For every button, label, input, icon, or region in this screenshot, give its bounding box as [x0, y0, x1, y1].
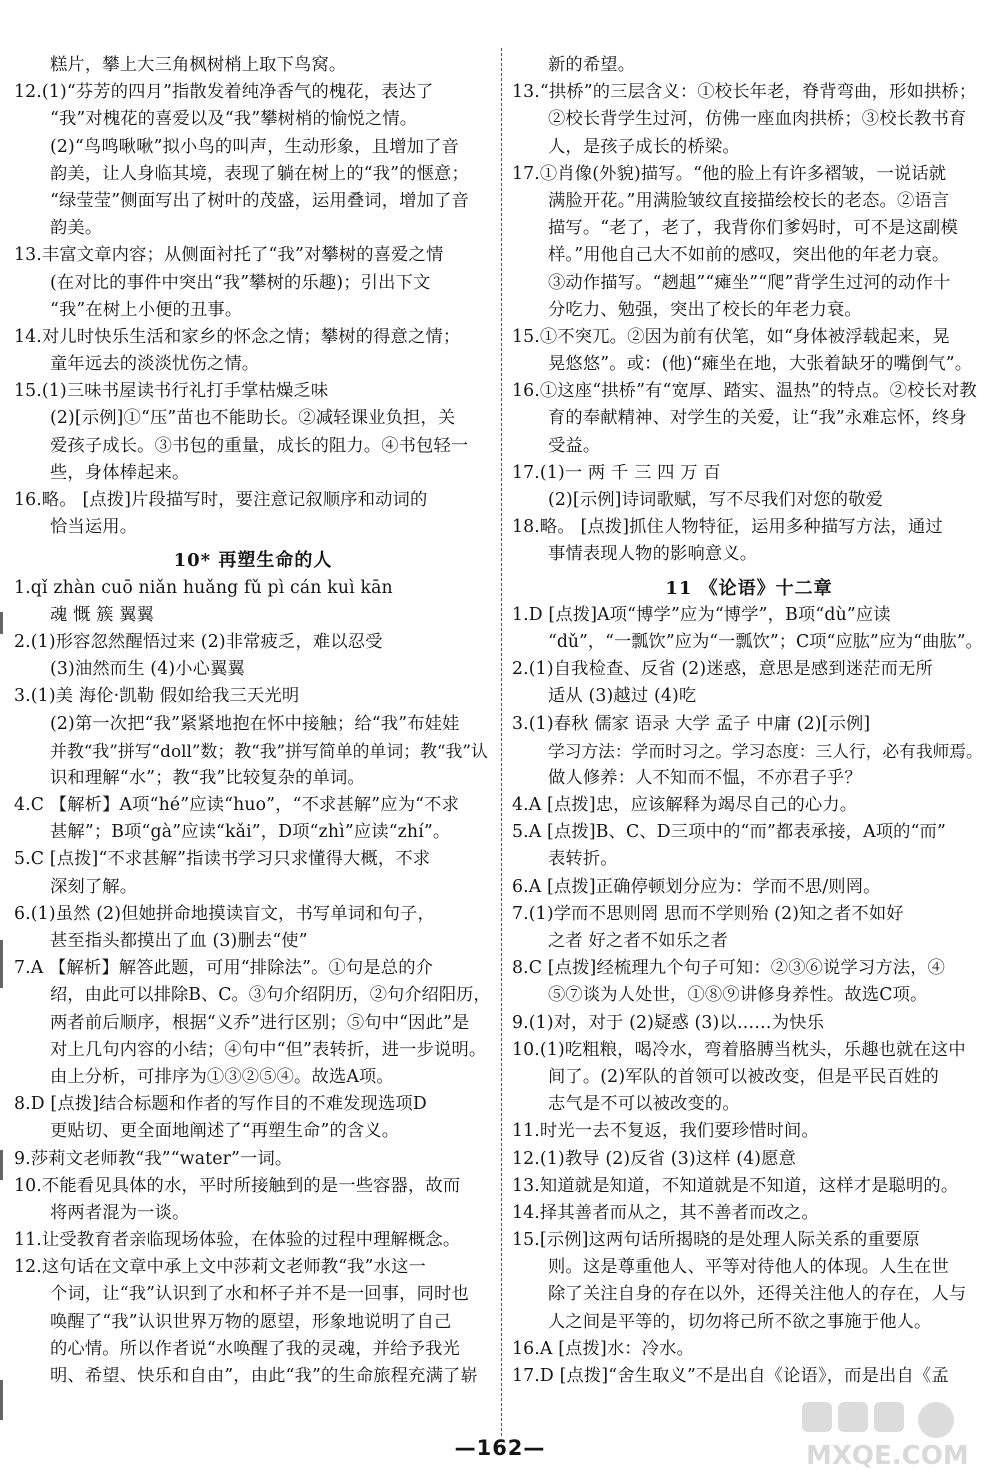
- answer-line: (2)[示例]诗词歌赋，写不尽我们对您的敬爱: [548, 490, 884, 510]
- answer-line: 糕片，攀上大三角枫树梢上取下鸟窝。: [50, 55, 347, 75]
- answer-line: 事情表现人物的影响意义。: [548, 544, 758, 565]
- answer-line: 除了关注自身的存在以外，还得关注他人的存在，人与: [548, 1284, 967, 1305]
- answer-line: 2.(1)形容忽然醒悟过来 (2)非常疲乏，难以忍受: [14, 631, 383, 652]
- answer-line: 样。”用他自己大不如前的感叹，突出他的年老力衰。: [548, 245, 950, 266]
- answer-line: 11.让受教育者亲临现场体验，在体验的过程中理解概念。: [14, 1230, 461, 1251]
- answer-line: 人，是孩子成长的桥梁。: [548, 136, 740, 157]
- answer-line: 12.(1)教导 (2)反省 (3)这样 (4)愿意: [512, 1148, 797, 1169]
- answer-line: 15.(1)三味书屋读书行礼打手掌枯燥乏味: [14, 381, 329, 402]
- binding-mark: [0, 612, 3, 634]
- answer-line: 10.(1)吃粗粮，喝冷水，弯着胳膊当枕头，乐趣也就在这中: [512, 1039, 966, 1060]
- answer-line: 两者前后顺序，根据“义乔”进行区别；⑤句中“因此”是: [50, 1012, 470, 1033]
- answer-line: 更贴切、更全面地阐述了“再塑生命”的含义。: [50, 1121, 400, 1142]
- answer-line: 9.莎莉文老师教“我”“water”一词。: [14, 1148, 293, 1169]
- answer-line: 深刻了解。: [50, 876, 138, 897]
- answer-line: “dǔ”，“一瓢饮”应为“一瓢饮”；C项“应肱”应为“曲肱”。: [548, 631, 983, 652]
- answer-line: 魂 慨 簇 翼翼: [50, 604, 155, 625]
- answer-line: 6.(1)虽然 (2)但她拼命地摸读盲文，书写单词和句子，: [14, 903, 435, 924]
- answer-line: 晃悠悠”。或：(他)“瘫坐在地，大张着缺牙的嘴倒气”。: [548, 354, 973, 375]
- answer-line: 17.①肖像(外貌)描写。“他的脸上有许多褶皱，一说话就: [512, 163, 947, 184]
- answer-line: (2)[示例]①“压”苗也不能助长。②减轻课业负担，关: [50, 408, 456, 429]
- svg-text:MXQE.COM: MXQE.COM: [806, 1441, 969, 1471]
- answer-line: 12.(1)“芬芳的四月”指散发着纯净香气的槐花，表达了: [14, 82, 434, 103]
- answer-line: 16.①这座“拱桥”有“宽厚、踏实、温热”的特点。②校长对教: [512, 381, 977, 402]
- answer-line: 受益。: [548, 435, 601, 456]
- answer-line: 间了。(2)军队的首领可以被改变，但是平民百姓的: [548, 1066, 939, 1087]
- answer-line: 识和理解“水”；教“我”比较复杂的单词。: [50, 767, 365, 788]
- answer-line: 做人修养：人不知而不愠，不亦君子乎？: [548, 767, 862, 788]
- answer-line: 15.①不突兀。②因为前有伏笔，如“身体被浮载起来，晃: [512, 326, 950, 347]
- answer-line: 之者 好之者不如乐之者: [548, 931, 728, 951]
- answer-line: 11.时光一去不复返，我们要珍惜时间。: [512, 1121, 819, 1142]
- answer-line: (2)“鸟鸣啾啾”拟小鸟的叫声，生动形象，且增加了音: [50, 136, 459, 157]
- answer-line: “我”对槐花的喜爱以及“我”攀树梢的愉悦之情。: [50, 109, 418, 130]
- answer-line: 表转折。: [548, 849, 618, 870]
- answer-line: 个词，让“我”认识到了水和杯子并不是一回事，同时也: [50, 1284, 469, 1305]
- answer-line: 适从 (3)越过 (4)吃: [548, 686, 697, 707]
- answer-line: 些，身体棒起来。: [50, 462, 190, 483]
- answer-line: 爱孩子成长。③书包的重量，成长的阻力。④书包轻一: [50, 435, 469, 456]
- answer-line: 17.D [点拨]“舍生取义”不是出自《论语》，而是出自《孟: [512, 1366, 949, 1386]
- answer-line: 12.这句话在文章中承上文中莎莉文老师教“我”水这一: [14, 1257, 426, 1278]
- answer-line: 对上几句内容的小结；④句中“但”表转折，进一步说明。: [50, 1039, 487, 1060]
- section-heading: 10* 再塑生命的人: [173, 550, 333, 572]
- answer-line: 16.A [点拨]水：冷水。: [512, 1338, 695, 1359]
- answer-line: 14.择其善者而从之，其不善者而改之。: [512, 1202, 819, 1223]
- answer-line: 13.丰富文章内容；从侧面衬托了“我”对攀树的喜爱之情: [14, 245, 444, 266]
- answer-line: 7.A 【解析】解答此题，可用“排除法”。①句是总的介: [14, 958, 434, 979]
- answer-line: (2)第一次把“我”紧紧地抱在怀中接触；给“我”布娃娃: [50, 713, 460, 734]
- answer-line: 3.(1)美 海伦·凯勒 假如给我三天光明: [14, 686, 300, 707]
- answer-line: 10.不能看见具体的水，平时所接触到的是一些容器，故而: [14, 1175, 461, 1196]
- answer-line: 韵美。: [50, 218, 103, 239]
- right-column: [512, 52, 986, 1390]
- answer-line: 甚至指头都摸出了血 (3)删去“使”: [50, 931, 308, 951]
- answer-line: “绿莹莹”侧面写出了树叶的茂盛，运用叠词，增加了音: [50, 190, 469, 211]
- answer-line: 18.略。 [点拨]抓住人物特征，运用多种描写方法，通过: [512, 517, 943, 538]
- answer-line: 志气是不可以被改变的。: [548, 1094, 740, 1115]
- answer-line: 8.D [点拨]结合标题和作者的写作目的不难发现选项D: [14, 1094, 427, 1115]
- answer-line: 学习方法：学而时习之。学习态度：三人行，必有我师焉。: [548, 740, 983, 761]
- answer-line: 韵美，让人身临其境，表现了躺在树上的“我”的惬意；: [50, 163, 469, 184]
- answer-line: 由上分析，可排序为①③②⑤④。故选A项。: [50, 1066, 394, 1087]
- answer-line: 描写。“老了，老了，我背你们爹妈时，可不是这副模: [548, 218, 958, 239]
- left-column: [14, 52, 492, 1390]
- answer-line: 甚解”；B项“gà”应读“kǎi”，D项“zhì”应读“zhí”。: [50, 822, 451, 843]
- binding-mark: [0, 1150, 3, 1180]
- answer-line: 恰当运用。: [50, 517, 138, 538]
- answer-line: ⑤⑦谈为人处世，①⑧⑨讲修身养性。故选C项。: [548, 985, 928, 1006]
- answer-line: 5.A [点拨]B、C、D三项中的“而”都表承接，A项的“而”: [512, 822, 946, 843]
- answer-line: 2.(1)自我检查、反省 (2)迷惑，意思是感到迷茫而无所: [512, 659, 933, 680]
- answer-line: 15.[示例]这两句话所揭晓的是处理人际关系的重要原: [512, 1230, 920, 1251]
- answer-line: 的心情。所以作者说“水唤醒了我的灵魂，并给予我光: [50, 1338, 460, 1359]
- answer-line: 新的希望。: [548, 55, 636, 75]
- answer-line: “我”在树上小便的丑事。: [50, 299, 243, 320]
- answer-line: 分吃力、勉强，突出了校长的年老力衰。: [548, 299, 862, 320]
- answer-line: 16.略。 [点拨]片段描写时，要注意记叙顺序和动词的: [14, 490, 428, 510]
- answer-line: 4.A [点拨]忠，应该解释为竭尽自己的心力。: [512, 795, 858, 816]
- answer-line: 满脸开花。”用满脸皱纹直接描绘校长的老态。②语言: [548, 190, 950, 211]
- answer-line: (在对比的事件中突出“我”攀树的乐趣)；引出下文: [50, 272, 431, 293]
- answer-line: 明、希望、快乐和自由”，由此“我”的生命旅程充满了崭: [50, 1366, 478, 1386]
- answer-line: 17.(1)一 两 千 三 四 万 百: [512, 462, 721, 483]
- page-number: —162—: [454, 1436, 546, 1460]
- answer-line: ③动作描写。“趔趄”“瘫坐”“爬”背学生过河的动作十: [548, 272, 951, 293]
- answer-line: 则。这是尊重他人、平等对待他人的体现。人生在世: [548, 1257, 949, 1278]
- answer-line: (3)油然而生 (4)小心翼翼: [50, 659, 245, 680]
- answer-line: 育的奉献精神、对学生的关爱，让“我”永难忘怀，终身: [548, 408, 967, 429]
- answer-line: 并教“我”拼写“doll”数；教“我”拼写简单的单词；教“我”认: [50, 740, 488, 761]
- answer-line: 6.A [点拨]正确停顿划分应为：学而不思/则罔。: [512, 876, 881, 897]
- answer-line: 14.对儿时快乐生活和家乡的怀念之情；攀树的得意之情；: [14, 326, 461, 347]
- binding-mark: [0, 1380, 3, 1420]
- answer-line: 8.C [点拨]经梳理九个句子可知：②③⑥说学习方法，④: [512, 958, 946, 979]
- answer-line: 唤醒了“我”认识世界万物的愿望，形象地说明了自己: [50, 1311, 452, 1332]
- answer-line: 将两者混为一谈。: [50, 1202, 190, 1223]
- answer-line: 13.知道就是知道，不知道就是不知道，这样才是聪明的。: [512, 1175, 959, 1196]
- answer-line: 人之间是平等的，切勿将己所不欲之事施于他人。: [548, 1311, 932, 1332]
- answer-line: 5.C [点拨]“不求甚解”指读书学习只求懂得大概，不求: [14, 849, 431, 870]
- column-divider: [501, 48, 502, 1436]
- answer-line: 4.C 【解析】A项“hé”应读“huo”，“不求甚解”应为“不求: [14, 795, 459, 816]
- answer-line: 13.“拱桥”的三层含义：①校长年老，脊背弯曲，形如拱桥；: [512, 82, 977, 103]
- section-heading: 11 《论语》十二章: [665, 577, 833, 599]
- answer-line: 3.(1)春秋 儒家 语录 大学 孟子 中庸 (2)[示例]: [512, 713, 871, 734]
- answer-line: 童年远去的淡淡忧伤之情。: [50, 354, 260, 375]
- answer-line: 1.qǐ zhàn cuō niǎn huǎng fǔ pì cán kuì kān: [14, 577, 393, 598]
- answer-line: 绍，由此可以排除B、C。③句介绍阴历，②句介绍阳历，: [50, 985, 491, 1006]
- answer-line: 1.D [点拨]A项“博学”应为“博学”，B项“dù”应读: [512, 604, 891, 625]
- answer-line: ②校长背学生过河，仿佛一座血肉拱桥；③校长教书育: [548, 109, 967, 130]
- binding-mark: [0, 940, 3, 988]
- answer-line: 7.(1)学而不思则罔 思而不学则殆 (2)知之者不如好: [512, 903, 904, 924]
- answer-line: 9.(1)对，对于 (2)疑惑 (3)以……为快乐: [512, 1012, 825, 1033]
